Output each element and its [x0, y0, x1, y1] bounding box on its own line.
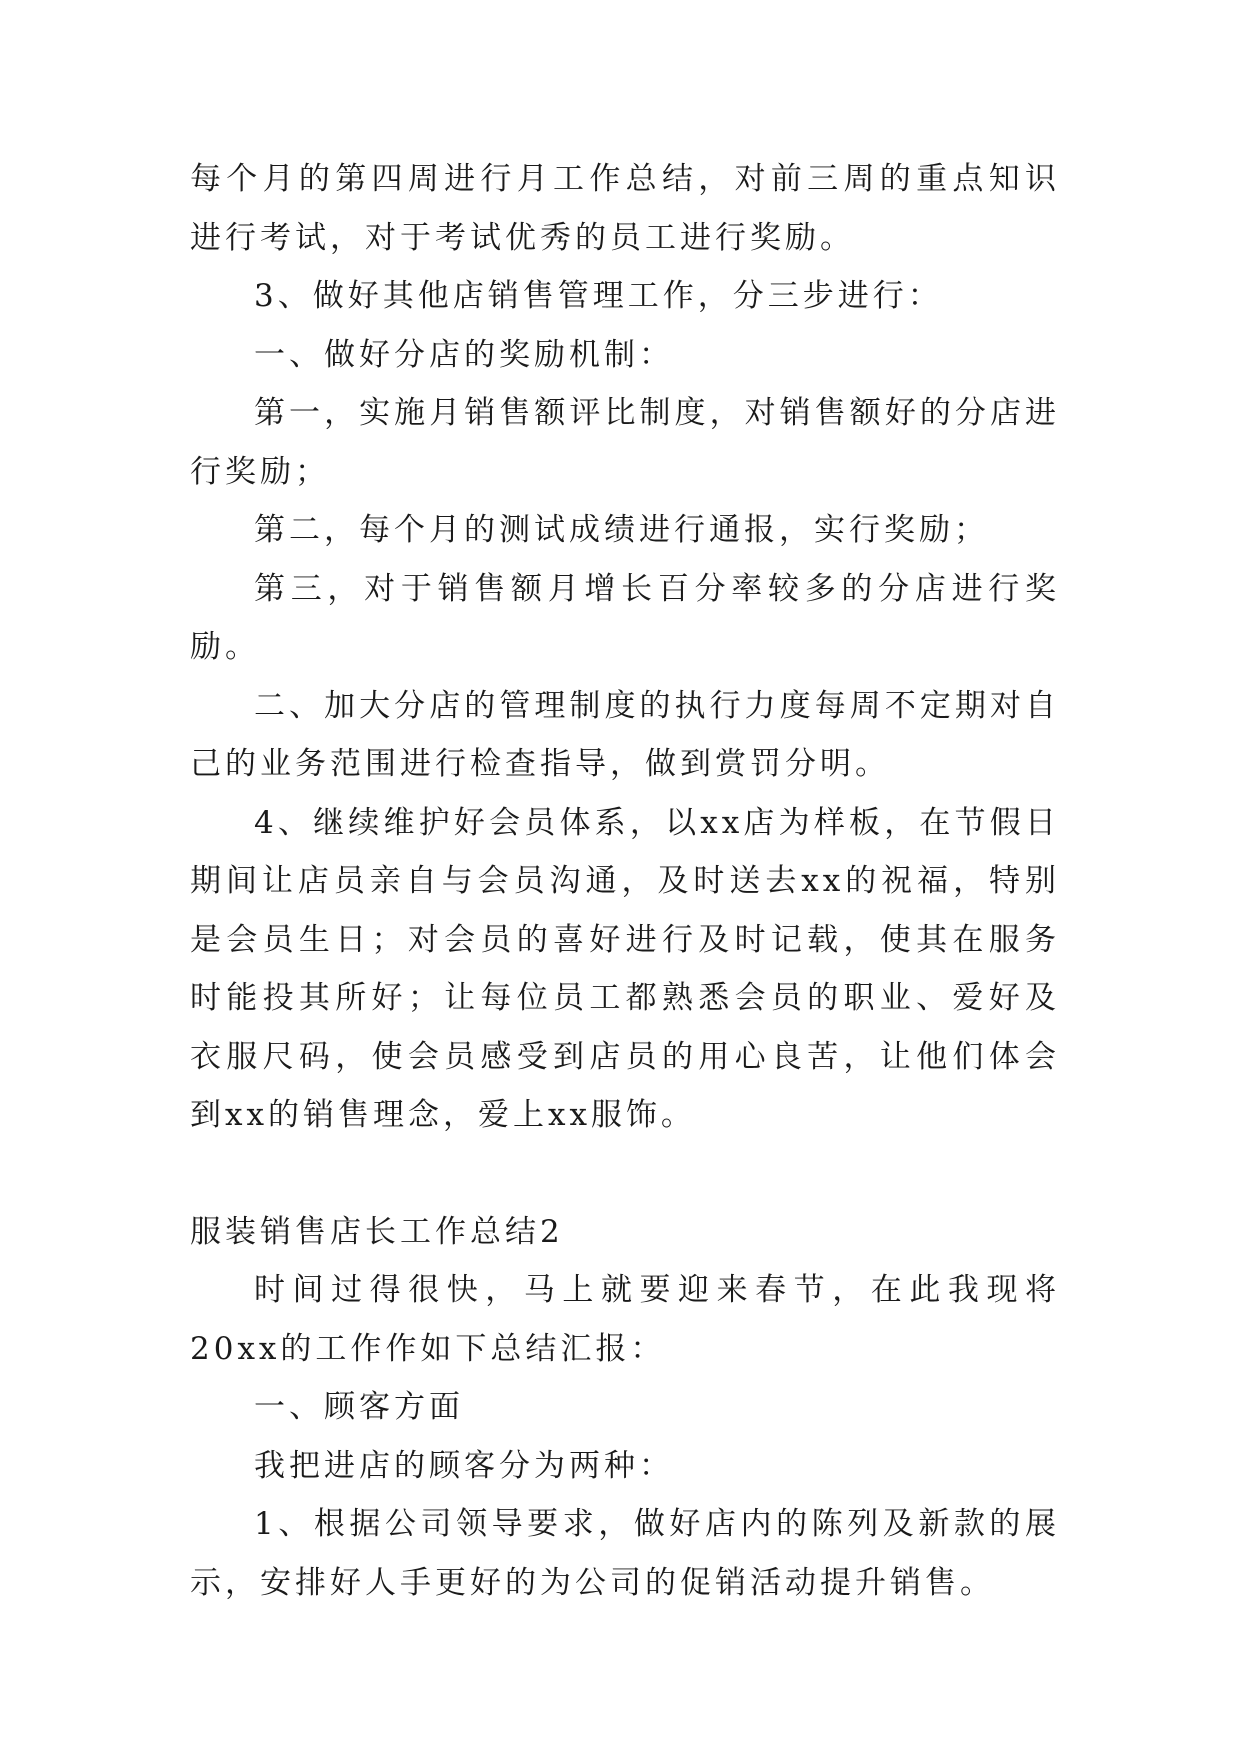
paragraph: 3、做好其他店销售管理工作，分三步进行：: [254, 278, 943, 314]
document-page: [190, 150, 1060, 1612]
paragraph: 4、继续维护好会员体系，以xx店为样板，在节假日期间让店员亲自与会员沟通，及时送去xx的祝福，特别是会员生日；对会员的喜好进行及时记载，使其在服务时能投其所好；让每位员工都熟悉会员的职业、爱好及衣服尺码，使会员感受到店员的用心良苦，让他们体会到xx的销售理念，爱上xx服饰。: [190, 804, 1060, 1133]
paragraph: 第一，实施月销售额评比制度，对销售额好的分店进行奖励；: [190, 395, 1060, 490]
paragraph: 时间过得很快，马上就要迎来春节，在此我现将20xx的工作作如下总结汇报：: [190, 1272, 1060, 1367]
paragraph: 一、顾客方面: [254, 1389, 464, 1425]
paragraph: 第三，对于销售额月增长百分率较多的分店进行奖励。: [190, 570, 1060, 665]
section-heading: 服装销售店长工作总结2: [190, 1213, 564, 1250]
section-continued: [190, 150, 1060, 1145]
paragraph: 1、根据公司领导要求，做好店内的陈列及新款的展示，安排好人手更好的为公司的促销活动提升销售。: [190, 1506, 1060, 1601]
paragraph: 二、加大分店的管理制度的执行力度每周不定期对自己的业务范围进行检查指导，做到赏罚分明。: [190, 687, 1060, 782]
paragraph: 第二，每个月的测试成绩进行通报，实行奖励；: [254, 512, 989, 548]
paragraph: 一、做好分店的奖励机制：: [254, 336, 674, 373]
paragraph: 我把进店的顾客分为两种：: [254, 1447, 674, 1484]
section-body: [190, 1261, 1060, 1612]
paragraph: 每个月的第四周进行月工作总结，对前三周的重点知识进行考试，对于考试优秀的员工进行奖励。: [190, 161, 1060, 256]
